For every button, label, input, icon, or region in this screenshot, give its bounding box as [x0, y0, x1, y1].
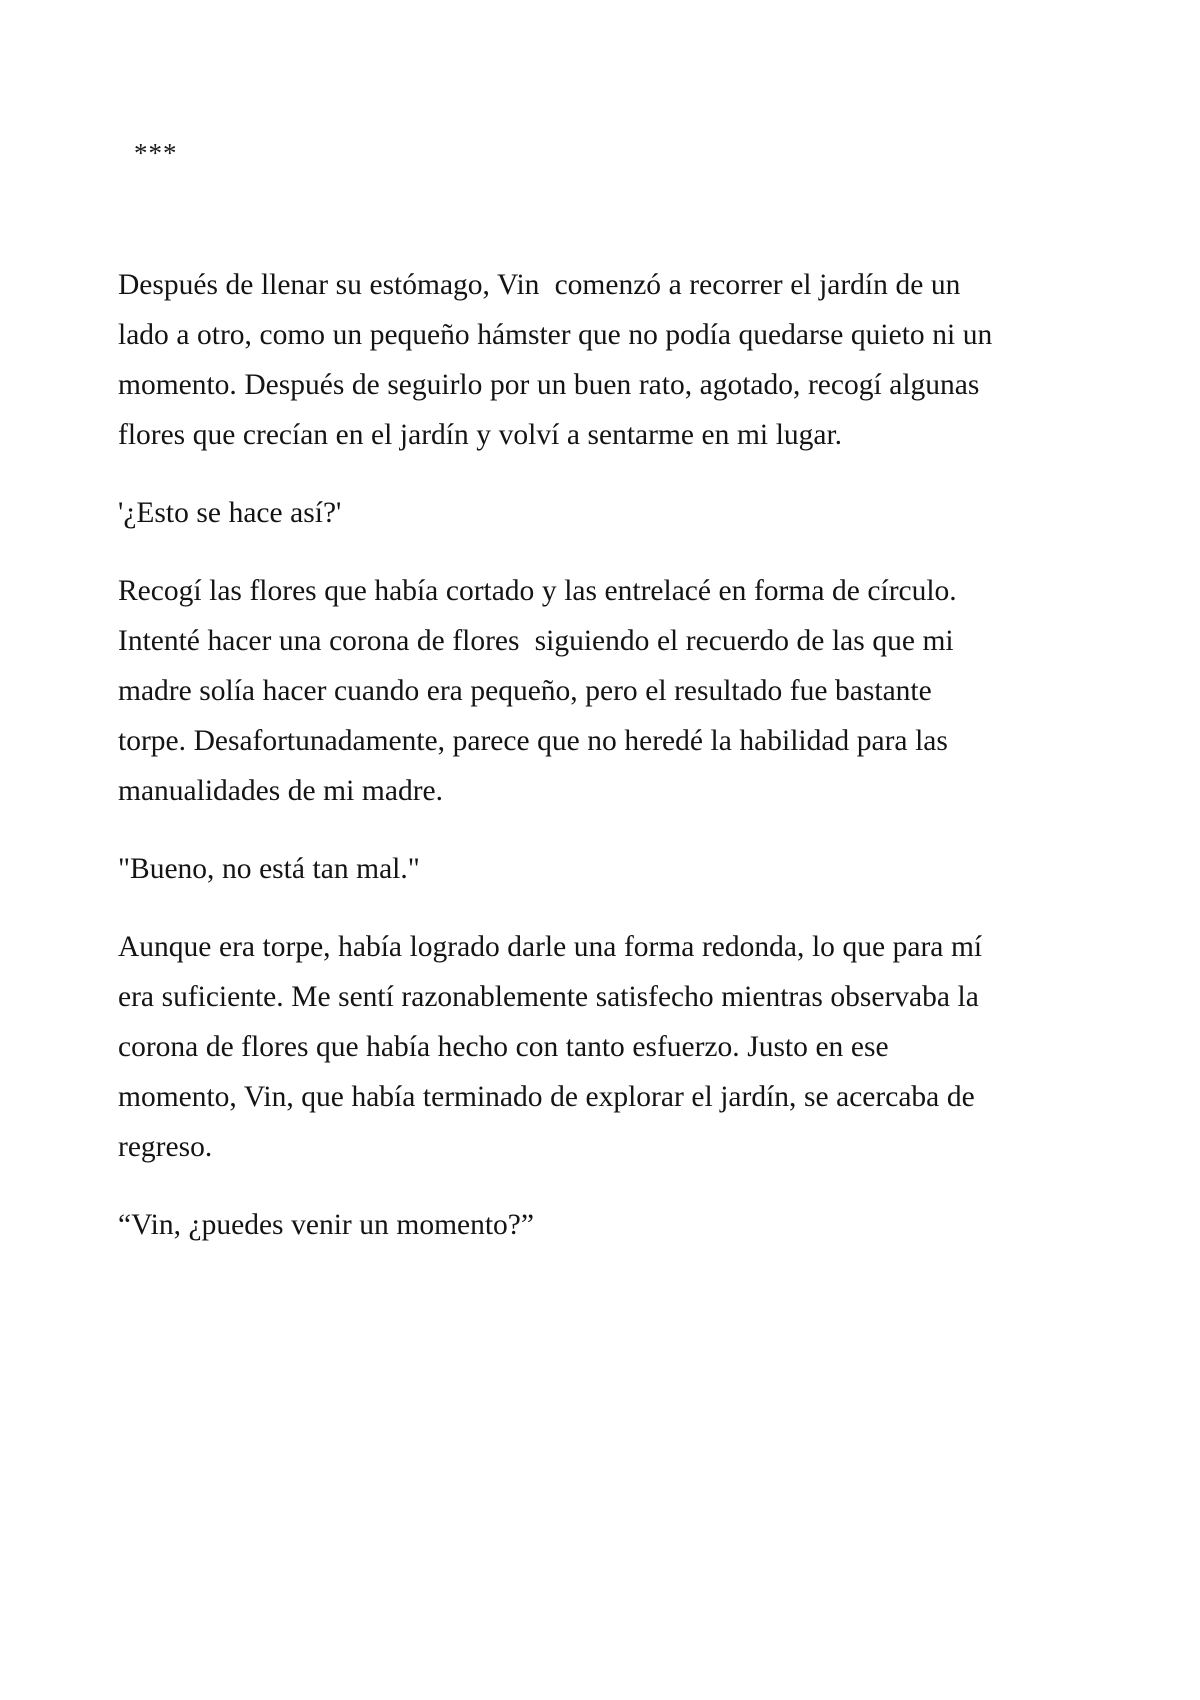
paragraph-1: Después de llenar su estómago, Vin comenzó a recorrer el jardín de un lado a otro, como un pequeño hámster que no podía quedarse quieto ni un momento. Después de seguirlo por un buen rato, agotado, recogí algunas flores que crecían en el jardín y volví a sentarme en mi lugar. [118, 269, 1000, 451]
spacer-1 [118, 460, 998, 488]
quote-line-1: '¿Esto se hace así?' [118, 497, 342, 529]
scene-divider: *** [134, 138, 178, 168]
paragraph-2: Recogí las flores que había cortado y las entrelacé en forma de círculo. Intenté hacer una corona de flores siguiendo el recuerdo de las que mi madre solía hacer cuando era pequeño, pero el resultado fue bastante torpe. Desafortunadamente, parece que no heredé la habilidad para las manualidades de mi madre. [118, 575, 965, 807]
spacer-2 [118, 538, 998, 566]
quote-line-2: "Bueno, no está tan mal." [118, 853, 420, 885]
spacer-4 [118, 894, 998, 922]
spacer-3 [118, 816, 998, 844]
quote-line-3: “Vin, ¿puedes venir un momento?” [118, 1209, 534, 1241]
document-text-column [118, 0, 998, 1250]
paragraph-3: Aunque era torpe, había logrado darle una forma redonda, lo que para mí era suficiente. Me sentí razonablemente satisfecho mientras observaba la corona de flores que había hecho con tanto esfuerzo. Justo en ese momento, Vin, que había terminado de explorar el jardín, se acercaba de regreso. [118, 931, 990, 1163]
spacer-5 [118, 1172, 998, 1200]
spacer-after-divider [118, 167, 998, 260]
